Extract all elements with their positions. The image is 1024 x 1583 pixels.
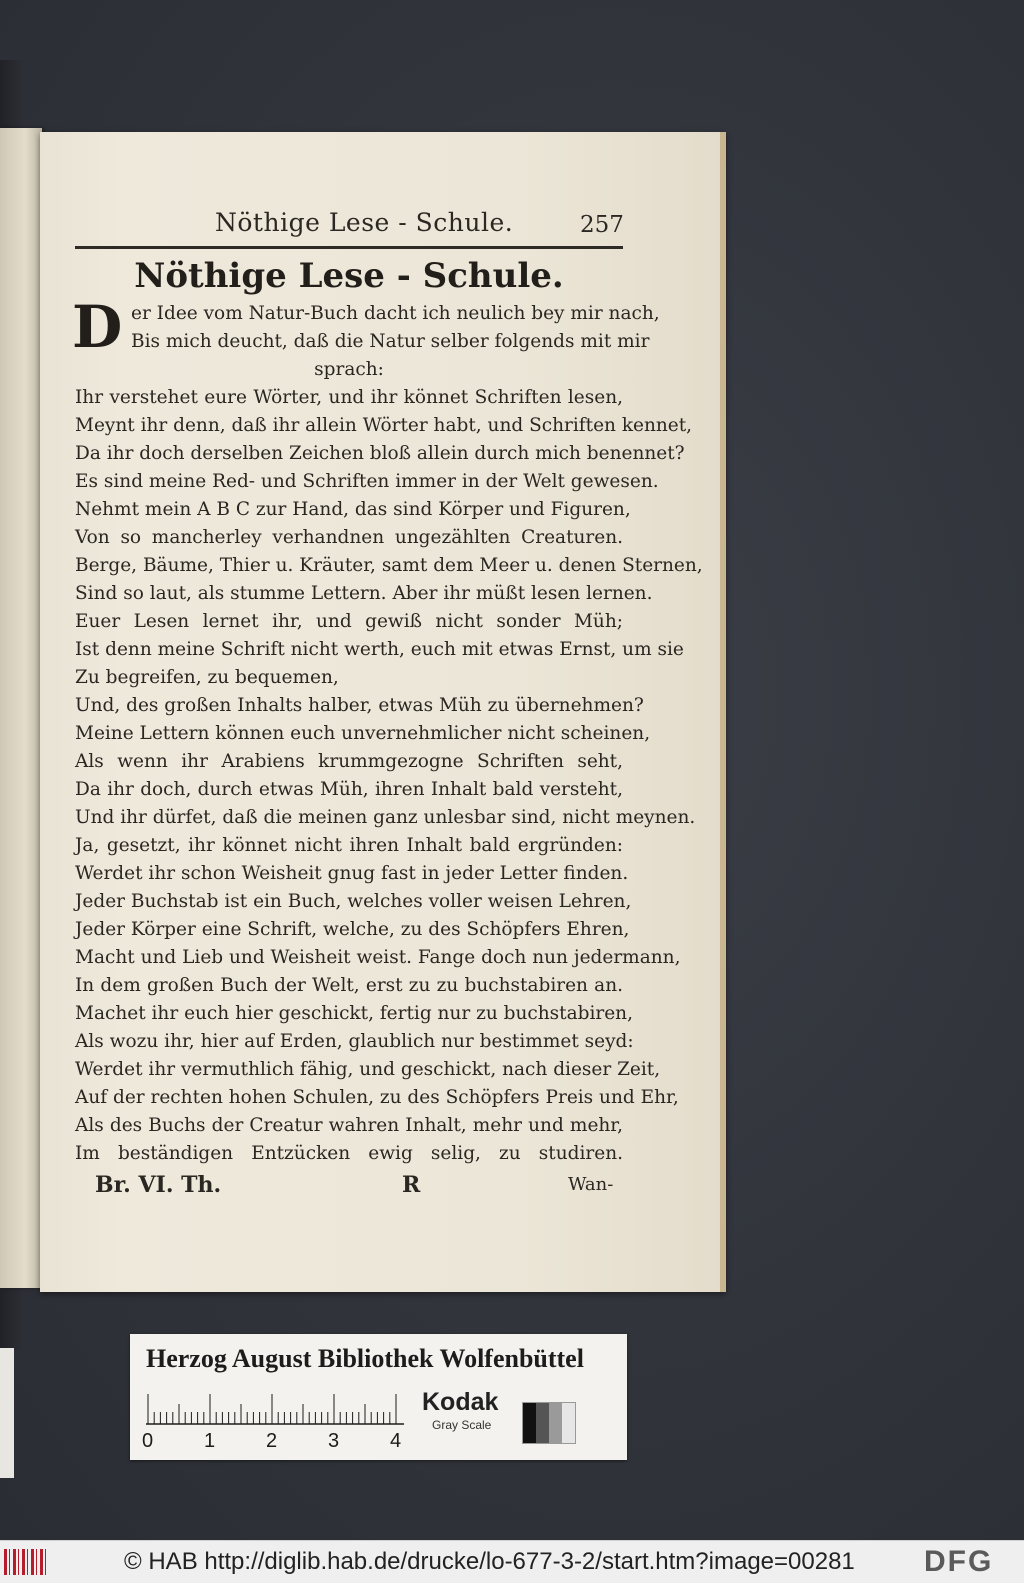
measurement-ruler xyxy=(146,1394,404,1426)
color-reference-card xyxy=(130,1334,627,1460)
gray-scale-label: Gray Scale xyxy=(432,1418,492,1432)
footer-bar xyxy=(0,1540,1024,1583)
page-title: Nöthige Lese - Schule. xyxy=(134,256,564,296)
ruler-number: 0 xyxy=(142,1430,154,1452)
poem-line: sprach: xyxy=(314,359,384,380)
page-number: 257 xyxy=(580,212,624,238)
poem-line: Ihr verstehet eure Wörter, und ihr könnet Schriften lesen, xyxy=(75,387,623,408)
poem-line: Als wozu ihr, hier auf Erden, glaublich nur bestimmet seyd: xyxy=(75,1031,634,1052)
poem-line: Werdet ihr vermuthlich fähig, und geschickt, nach dieser Zeit, xyxy=(75,1059,661,1080)
poem-line: Da ihr doch derselben Zeichen bloß allein durch mich benennet? xyxy=(75,443,685,464)
poem-line: Zu begreifen, zu bequemen, xyxy=(75,667,339,688)
drop-cap: D xyxy=(72,293,123,361)
kodak-logo: Kodak xyxy=(422,1388,499,1416)
poem-line: Macht und Lieb und Weisheit weist. Fange doch nun jedermann, xyxy=(75,947,681,968)
poem-line: Ist denn meine Schrift nicht werth, euch mit etwas Ernst, um sie xyxy=(75,639,684,660)
gray-scale-swatch xyxy=(522,1402,576,1444)
catchword: Wan- xyxy=(568,1174,614,1195)
poem-line: Machet ihr euch hier geschickt, fertig nur zu buchstabiren, xyxy=(75,1003,633,1024)
poem-line: Es sind meine Red- und Schriften immer in der Welt gewesen. xyxy=(75,471,659,492)
ruler-number: 1 xyxy=(204,1430,216,1452)
poem-line: Und ihr dürfet, daß die meinen ganz unlesbar sind, nicht meynen. xyxy=(75,807,696,828)
poem-line: Werdet ihr schon Weisheit gnug fast in jeder Letter finden. xyxy=(75,863,629,884)
facing-page-edge xyxy=(0,128,42,1288)
poem-line: Berge, Bäume, Thier u. Kräuter, samt dem Meer u. denen Sternen, xyxy=(75,555,703,576)
signature-line: Br. VI. Th. xyxy=(95,1172,222,1198)
poem-text xyxy=(75,300,703,1168)
poem-line: Jeder Körper eine Schrift, welche, zu des Schöpfers Ehren, xyxy=(75,919,630,940)
poem-line: Sind so laut, als stumme Lettern. Aber ihr müßt lesen lernen. xyxy=(75,583,653,604)
poem-line: Und, des großen Inhalts halber, etwas Müh zu übernehmen? xyxy=(75,695,644,716)
hab-barcode-icon xyxy=(4,1549,48,1575)
poem-line: Da ihr doch, durch etwas Müh, ihren Inhalt bald versteht, xyxy=(75,779,623,800)
poem-line: Nehmt mein A B C zur Hand, das sind Körper und Figuren, xyxy=(75,499,631,520)
ruler-number: 4 xyxy=(390,1430,402,1452)
poem-line: Als wenn ihr Arabiens krummgezogne Schriften seht, xyxy=(75,751,623,772)
poem-line: Meine Lettern können euch unvernehmlicher nicht scheinen, xyxy=(75,723,651,744)
poem-line: Bis mich deucht, daß die Natur selber folgends mit mir xyxy=(131,331,650,352)
poem-line: In dem großen Buch der Welt, erst zu zu buchstabiren an. xyxy=(75,975,623,996)
poem-line: Euer Lesen lernet ihr, und gewiß nicht sonder Müh; xyxy=(75,611,623,632)
header-rule xyxy=(75,246,623,249)
poem-line: Als des Buchs der Creatur wahren Inhalt, mehr und mehr, xyxy=(75,1115,623,1136)
running-head: Nöthige Lese - Schule. xyxy=(215,208,514,237)
poem-line: er Idee vom Natur-Buch dacht ich neulich bey mir nach, xyxy=(131,303,660,324)
poem-line: Von so mancherley verhandnen ungezählten Creaturen. xyxy=(75,527,623,548)
poem-line: Auf der rechten hohen Schulen, zu des Schöpfers Preis und Ehr, xyxy=(75,1087,679,1108)
dfg-logo: DFG xyxy=(924,1545,994,1578)
signature-mark: R xyxy=(402,1172,421,1198)
ruler-number: 3 xyxy=(328,1430,340,1452)
side-ruler-edge xyxy=(0,1348,14,1478)
poem-line: Jeder Buchstab ist ein Buch, welches voller weisen Lehren, xyxy=(75,891,632,912)
poem-line: Im beständigen Entzücken ewig selig, zu studiren. xyxy=(75,1143,623,1164)
source-url[interactable]: © HAB http://diglib.hab.de/drucke/lo-677-3-2/start.htm?image=00281 xyxy=(124,1548,855,1575)
poem-line: Ja, gesetzt, ihr könnet nicht ihren Inhalt bald ergründen: xyxy=(75,835,623,856)
library-name: Herzog August Bibliothek Wolfenbüttel xyxy=(146,1344,584,1373)
poem-line: Meynt ihr denn, daß ihr allein Wörter habt, und Schriften kennet, xyxy=(75,415,693,436)
ruler-number: 2 xyxy=(266,1430,278,1452)
